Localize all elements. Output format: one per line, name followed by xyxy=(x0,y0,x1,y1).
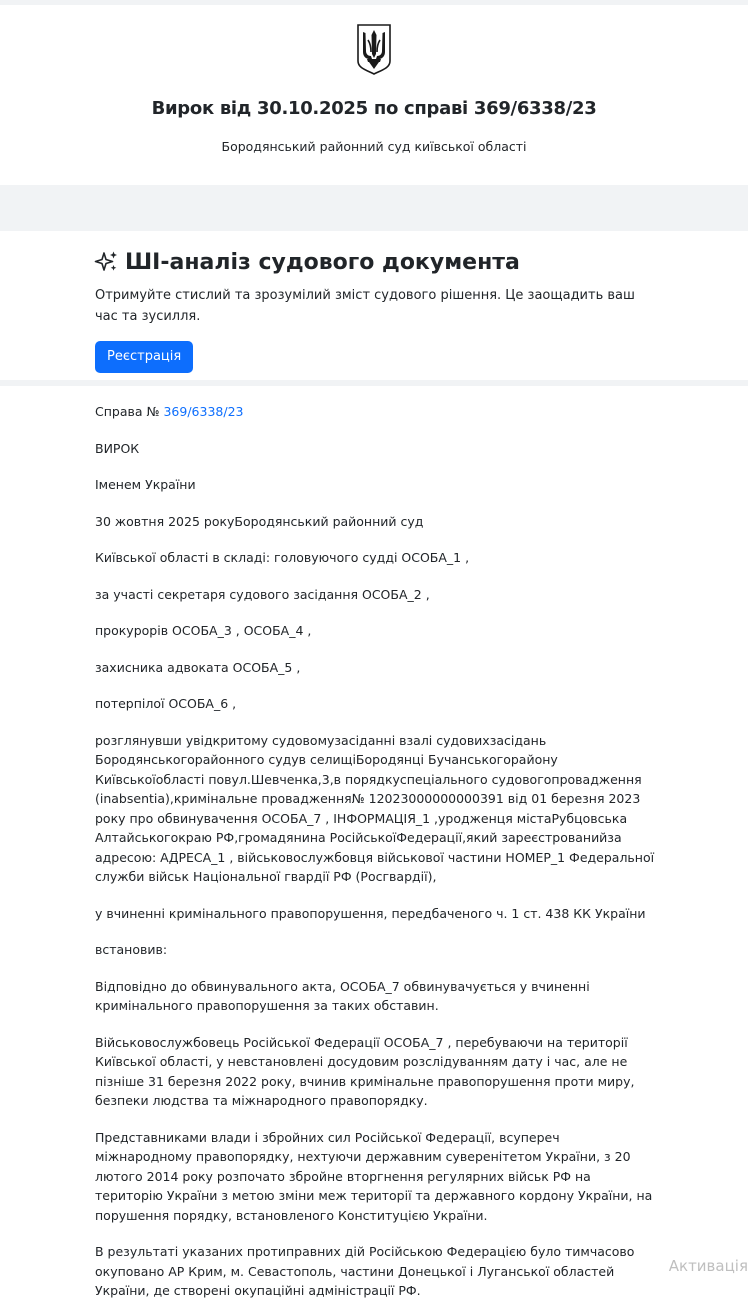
case-number-link[interactable]: 369/6338/23 xyxy=(163,404,244,419)
document-paragraph: Відповідно до обвинувального акта, ОСОБА_7 обвинувачується у вчиненні кримінального правопорушення за таких обставин. xyxy=(95,978,590,1013)
document-paragraph: потерпілої ОСОБА_6 , xyxy=(95,696,237,711)
document-paragraph: у вчиненні кримінального правопорушення, передбаченого ч. 1 ст. 438 КК України xyxy=(95,905,646,921)
register-button[interactable]: Реєстрація xyxy=(95,341,193,373)
ai-analysis-heading-text: ШІ-аналіз судового документа xyxy=(125,249,520,275)
case-number-line xyxy=(95,402,655,422)
document-title: Вирок від 30.10.2025 по справі 369/6338/23 xyxy=(151,98,597,119)
ai-analysis-description: Отримуйте стислий та зрозумілий зміст судового рішення. Це заощадить ваш час та зусилля. xyxy=(95,288,635,324)
document-paragraph: прокурорів ОСОБА_3 , ОСОБА_4 , xyxy=(95,623,312,638)
document-paragraph: В результаті указаних протиправних дій Російською Федерацією було тимчасово окуповано АР Крим, м. Севастополь, частини Донецької і Луганської областей України, де створені окупаційні адміністрації РФ. xyxy=(95,1244,635,1298)
document-paragraph: за участі секретаря судового засідання ОСОБА_2 , xyxy=(95,586,430,602)
document-header xyxy=(0,5,748,166)
sparkles-icon xyxy=(95,250,119,274)
document-paragraph: ВИРОК xyxy=(95,440,140,456)
document-paragraph: встановив: xyxy=(95,942,168,957)
document-body xyxy=(0,386,655,1301)
section-divider xyxy=(0,185,748,231)
document-paragraph: Іменем України xyxy=(95,477,196,492)
activation-watermark: Активація xyxy=(668,1257,748,1275)
document-paragraph: 30 жовтня 2025 рокуБородянський районний суд xyxy=(95,513,424,529)
document-paragraph: захисника адвоката ОСОБА_5 , xyxy=(95,659,301,675)
document-paragraph: розглянувши увідкритому судовомузасіданні взалі судовихзасідань Бородянськогорайонного судув селищіБородянці Бучанськогорайону Київськоїобласті повул.Шевченка,3,в порядкуспеціального судовогопровадження (inabsentia),кримінальне провадження№ 12023000000000391 від 01 березня 2023 року про обвинувачення ОСОБА_7 , ІНФОРМАЦІЯ_1 ,уродженця містаРубцовська Алтайськогокраю РФ,громадянина РосійськоїФедерації,який зареєстрованийза адресою: АДРЕСА_1 , військовослужбовця військової частини НОМЕР_1 Федеральної служби військ Національної гвардії РФ (Росгвардії), xyxy=(95,732,655,884)
document-paragraph: Представниками влади і збройних сил Російської Федерації, всупереч міжнародному правопорядку, нехтуючи державним суверенітетом України, з 20 лютого 2014 року розпочато збройне вторгнення регулярних військ РФ на територію України з метою зміни меж території та державного кордону України, на порушення порядку, встановленого Конституцією України. xyxy=(95,1129,653,1223)
document-paragraph: Військовослужбовець Російської Федерації ОСОБА_7 , перебуваючи на території Київської області, у невстановлені досудовим розслідуванням дату і час, але не пізніше 31 березня 2022 року, вчинив кримінальне правопорушення проти миру, безпеки людства та міжнародного правопорядку. xyxy=(95,1034,635,1108)
ai-analysis-heading xyxy=(95,247,748,277)
ai-analysis-panel xyxy=(0,231,748,380)
case-number-prefix: Справа № xyxy=(95,404,164,419)
document-paragraph: Київської області в складі: головуючого судді ОСОБА_1 , xyxy=(95,550,470,565)
court-name: Бородянський районний суд київської області xyxy=(221,139,527,154)
trident-emblem-icon xyxy=(355,23,393,75)
